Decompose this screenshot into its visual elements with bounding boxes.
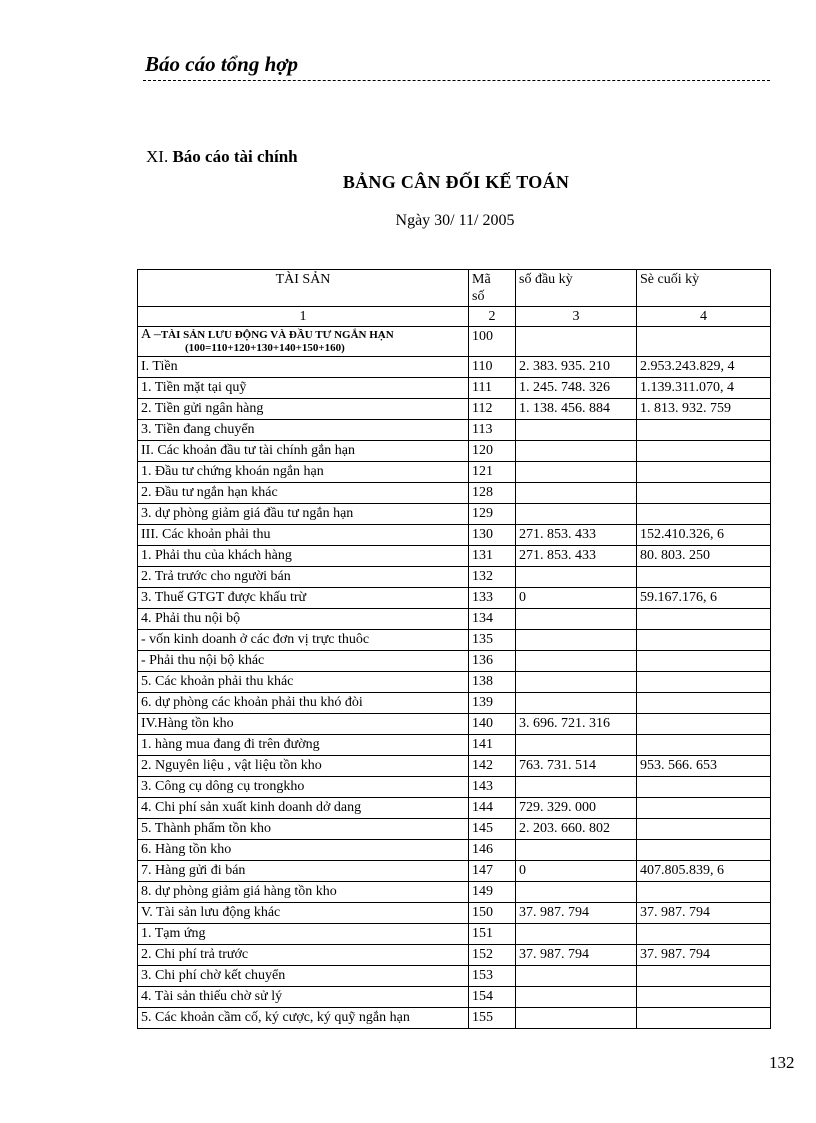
row-end-value: 59.167.176, 6 <box>637 588 771 609</box>
table-row <box>138 672 771 693</box>
row-name: 1. Đầu tư chứng khoán ngắn hạn <box>138 462 469 483</box>
row-name: III. Các khoản phải thu <box>138 525 469 546</box>
table-row <box>138 651 771 672</box>
section-a-begin <box>516 327 637 357</box>
section-number: XI. <box>146 147 169 166</box>
table-row <box>138 399 771 420</box>
row-name: 7. Hàng gửi đi bán <box>138 861 469 882</box>
row-name: 2. Chi phí trả trước <box>138 945 469 966</box>
row-name: 2. Tiền gửi ngân hàng <box>138 399 469 420</box>
row-name: I. Tiền <box>138 357 469 378</box>
table-row <box>138 819 771 840</box>
row-code: 144 <box>469 798 516 819</box>
row-name: 5. Thành phẩm tồn kho <box>138 819 469 840</box>
row-end-value: 37. 987. 794 <box>637 945 771 966</box>
row-code: 143 <box>469 777 516 798</box>
row-name: - Phải thu nội bộ khác <box>138 651 469 672</box>
row-code: 131 <box>469 546 516 567</box>
row-end-value: 152.410.326, 6 <box>637 525 771 546</box>
row-end-value <box>637 840 771 861</box>
row-end-value <box>637 777 771 798</box>
row-code: 149 <box>469 882 516 903</box>
row-end-value: 1.139.311.070, 4 <box>637 378 771 399</box>
row-begin-value: 2. 383. 935. 210 <box>516 357 637 378</box>
row-code: 141 <box>469 735 516 756</box>
page-number: 132 <box>769 1053 795 1072</box>
row-code: 154 <box>469 987 516 1008</box>
table-row <box>138 588 771 609</box>
table-row <box>138 483 771 504</box>
row-begin-value: 2. 203. 660. 802 <box>516 819 637 840</box>
section-title: Báo cáo tài chính <box>172 147 298 166</box>
row-code: 153 <box>469 966 516 987</box>
row-end-value <box>637 798 771 819</box>
row-begin-value <box>516 777 637 798</box>
table-row <box>138 756 771 777</box>
row-name: 3. Công cụ dông cụ trongkho <box>138 777 469 798</box>
table-header-row <box>138 270 771 307</box>
row-begin-value <box>516 672 637 693</box>
table-row <box>138 525 771 546</box>
table-row <box>138 714 771 735</box>
table-row <box>138 735 771 756</box>
row-name: - vốn kinh doanh ở các đơn vị trực thuôc <box>138 630 469 651</box>
table-row <box>138 693 771 714</box>
section-a-row <box>138 327 771 357</box>
row-code: 113 <box>469 420 516 441</box>
row-name: 6. Hàng tồn kho <box>138 840 469 861</box>
row-code: 133 <box>469 588 516 609</box>
row-end-value <box>637 693 771 714</box>
index-cell: 3 <box>516 307 637 327</box>
table-row <box>138 357 771 378</box>
row-code: 128 <box>469 483 516 504</box>
row-name: 1. Tiền mặt tại quỹ <box>138 378 469 399</box>
page-header <box>143 52 770 81</box>
row-code: 147 <box>469 861 516 882</box>
row-code: 110 <box>469 357 516 378</box>
row-end-value <box>637 567 771 588</box>
row-name: 1. Phải thu của khách hàng <box>138 546 469 567</box>
section-a-title <box>141 328 465 342</box>
report-date-text: Ngày 30/ 11/ 2005 <box>395 212 515 229</box>
row-end-value <box>637 714 771 735</box>
row-name: 1. hàng mua đang đi trên đường <box>138 735 469 756</box>
row-name: 2. Trả trước cho người bán <box>138 567 469 588</box>
row-begin-value <box>516 1008 637 1029</box>
section-heading <box>146 147 298 167</box>
section-a-formula: (100=110+120+130+140+150+160) <box>185 342 345 354</box>
table-row <box>138 378 771 399</box>
table-row <box>138 945 771 966</box>
row-end-value <box>637 483 771 504</box>
row-name: 3. Tiền đang chuyển <box>138 420 469 441</box>
row-end-value: 407.805.839, 6 <box>637 861 771 882</box>
table-row <box>138 420 771 441</box>
row-begin-value: 729. 329. 000 <box>516 798 637 819</box>
table-row <box>138 798 771 819</box>
table-row <box>138 903 771 924</box>
row-name: IV.Hàng tồn kho <box>138 714 469 735</box>
row-name: 3. Chi phí chờ kết chuyển <box>138 966 469 987</box>
row-begin-value <box>516 840 637 861</box>
table-row <box>138 504 771 525</box>
row-begin-value: 271. 853. 433 <box>516 525 637 546</box>
row-end-value <box>637 735 771 756</box>
row-name: 8. dự phòng giảm giá hàng tồn kho <box>138 882 469 903</box>
section-a-cell <box>138 327 469 357</box>
header-asset: TÀI SẢN <box>138 270 469 307</box>
row-end-value <box>637 609 771 630</box>
row-begin-value <box>516 462 637 483</box>
row-name: II. Các khoản đầu tư tài chính gắn hạn <box>138 441 469 462</box>
table-row <box>138 567 771 588</box>
row-begin-value <box>516 924 637 945</box>
row-end-value <box>637 441 771 462</box>
row-name: 2. Đầu tư ngắn hạn khác <box>138 483 469 504</box>
header-end: Sè cuối kỳ <box>637 270 771 307</box>
section-a-name: TÀI SẢN LƯU ĐỘNG VÀ ĐẦU TƯ NGẮN HẠN <box>160 329 394 341</box>
row-begin-value <box>516 567 637 588</box>
header-code-line2: số <box>472 289 485 304</box>
row-code: 121 <box>469 462 516 483</box>
table-row <box>138 630 771 651</box>
row-code: 111 <box>469 378 516 399</box>
table-row <box>138 966 771 987</box>
table-row <box>138 546 771 567</box>
header-code <box>469 270 516 307</box>
row-end-value <box>637 966 771 987</box>
table-row <box>138 861 771 882</box>
row-end-value <box>637 1008 771 1029</box>
row-code: 135 <box>469 630 516 651</box>
header-code-line1: Mã <box>472 272 491 287</box>
row-end-value <box>637 924 771 945</box>
index-cell: 4 <box>637 307 771 327</box>
row-begin-value: 271. 853. 433 <box>516 546 637 567</box>
row-begin-value: 1. 138. 456. 884 <box>516 399 637 420</box>
table-row <box>138 987 771 1008</box>
row-code: 142 <box>469 756 516 777</box>
table-row <box>138 882 771 903</box>
row-begin-value: 37. 987. 794 <box>516 903 637 924</box>
row-end-value: 953. 566. 653 <box>637 756 771 777</box>
report-title <box>0 172 816 193</box>
row-begin-value <box>516 693 637 714</box>
header-begin: số đầu kỳ <box>516 270 637 307</box>
row-begin-value <box>516 420 637 441</box>
row-begin-value <box>516 504 637 525</box>
row-end-value: 80. 803. 250 <box>637 546 771 567</box>
row-code: 134 <box>469 609 516 630</box>
row-begin-value <box>516 630 637 651</box>
row-begin-value: 0 <box>516 588 637 609</box>
row-begin-value: 37. 987. 794 <box>516 945 637 966</box>
row-end-value <box>637 630 771 651</box>
row-name: 5. Các khoản phải thu khác <box>138 672 469 693</box>
header-title: Báo cáo tổng hợp <box>145 52 299 76</box>
row-code: 155 <box>469 1008 516 1029</box>
row-begin-value <box>516 735 637 756</box>
row-name: 3. dự phòng giảm giá đầu tư ngắn hạn <box>138 504 469 525</box>
row-begin-value <box>516 483 637 504</box>
row-name: 6. dự phòng các khoản phải thu khó đòi <box>138 693 469 714</box>
row-end-value <box>637 819 771 840</box>
row-begin-value <box>516 441 637 462</box>
row-code: 151 <box>469 924 516 945</box>
row-code: 146 <box>469 840 516 861</box>
row-begin-value: 763. 731. 514 <box>516 756 637 777</box>
report-date <box>0 212 816 230</box>
table-row <box>138 1008 771 1029</box>
section-a-code: 100 <box>469 327 516 357</box>
row-code: 150 <box>469 903 516 924</box>
row-name: 5. Các khoản cầm cố, ký cược, ký quỹ ngắn hạn <box>138 1008 469 1029</box>
row-begin-value: 0 <box>516 861 637 882</box>
row-code: 152 <box>469 945 516 966</box>
row-code: 130 <box>469 525 516 546</box>
row-name: 3. Thuế GTGT được khấu trừ <box>138 588 469 609</box>
row-name: 2. Nguyên liệu , vật liệu tồn kho <box>138 756 469 777</box>
row-name: 4. Tài sản thiếu chờ sử lý <box>138 987 469 1008</box>
section-a-end <box>637 327 771 357</box>
table-row <box>138 462 771 483</box>
row-code: 138 <box>469 672 516 693</box>
row-end-value <box>637 672 771 693</box>
row-code: 129 <box>469 504 516 525</box>
row-begin-value <box>516 987 637 1008</box>
row-code: 132 <box>469 567 516 588</box>
row-end-value <box>637 882 771 903</box>
row-name: 4. Phải thu nội bộ <box>138 609 469 630</box>
table-row <box>138 924 771 945</box>
table-row <box>138 840 771 861</box>
index-cell: 2 <box>469 307 516 327</box>
row-end-value <box>637 504 771 525</box>
row-begin-value <box>516 966 637 987</box>
report-title-text: BẢNG CÂN ĐỐI KẾ TOÁN <box>342 172 570 192</box>
row-code: 136 <box>469 651 516 672</box>
row-code: 139 <box>469 693 516 714</box>
row-code: 112 <box>469 399 516 420</box>
row-begin-value <box>516 651 637 672</box>
row-name: V. Tài sản lưu động khác <box>138 903 469 924</box>
row-begin-value: 3. 696. 721. 316 <box>516 714 637 735</box>
row-end-value <box>637 987 771 1008</box>
row-begin-value <box>516 609 637 630</box>
row-code: 140 <box>469 714 516 735</box>
section-a-prefix: A – <box>141 327 161 342</box>
row-end-value: 2.953.243.829, 4 <box>637 357 771 378</box>
row-end-value <box>637 420 771 441</box>
table-row <box>138 777 771 798</box>
row-end-value <box>637 462 771 483</box>
row-name: 1. Tạm ứng <box>138 924 469 945</box>
table-row <box>138 441 771 462</box>
row-code: 145 <box>469 819 516 840</box>
row-end-value: 37. 987. 794 <box>637 903 771 924</box>
row-end-value <box>637 651 771 672</box>
table-row <box>138 609 771 630</box>
balance-sheet-table <box>137 269 771 1029</box>
row-begin-value: 1. 245. 748. 326 <box>516 378 637 399</box>
row-begin-value <box>516 882 637 903</box>
index-cell: 1 <box>138 307 469 327</box>
row-end-value: 1. 813. 932. 759 <box>637 399 771 420</box>
row-name: 4. Chi phí sản xuất kinh doanh dở dang <box>138 798 469 819</box>
row-code: 120 <box>469 441 516 462</box>
column-index-row <box>138 307 771 327</box>
